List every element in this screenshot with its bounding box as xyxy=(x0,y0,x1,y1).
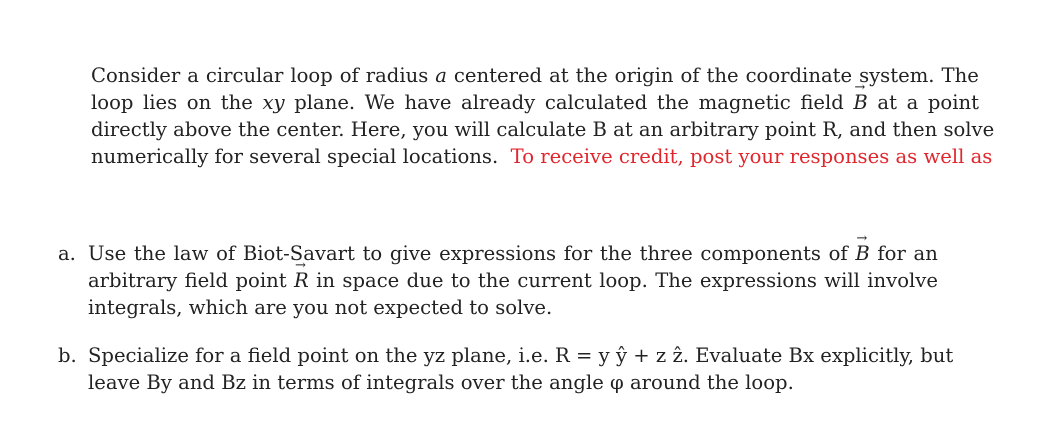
field-vector-B: B → xyxy=(855,240,869,267)
item-a-line-2: arbitrary field point R → in space due to the current loop. The expressions will involve xyxy=(88,267,938,294)
item-marker: a. xyxy=(58,242,76,265)
item-b-line-1: Specialize for a field point on the yz plane, i.e. R = y ŷ + z ẑ. Evaluate Bx explicitly, but xyxy=(88,344,954,367)
radius-symbol: a xyxy=(435,64,447,87)
list-item-b xyxy=(58,342,954,396)
intro-line-2: loop lies on the xy plane. We have already calculated the magnetic field B → at a point xyxy=(91,89,979,116)
credit-notice: To receive credit, post your responses as well as xyxy=(510,145,993,168)
item-marker: b. xyxy=(58,344,77,367)
item-a-line-1: Use the law of Biot-Savart to give expressions for the three components of B → for an xyxy=(88,240,938,267)
xy-symbol: xy xyxy=(262,91,285,114)
point-vector-R: R → xyxy=(294,267,309,294)
item-a-line-3: integrals, which are you not expected to solve. xyxy=(88,296,553,319)
intro-paragraph xyxy=(91,62,995,170)
list-item-a xyxy=(58,240,938,321)
intro-line-4: numerically for several special locations. To receive credit, post your responses as well as xyxy=(91,145,993,168)
intro-line-3: directly above the center. Here, you will calculate B at an arbitrary point R, and then solve xyxy=(91,118,995,141)
field-vector-B: B → xyxy=(853,89,867,116)
intro-line-1: Consider a circular loop of radius a centered at the origin of the coordinate system. The xyxy=(91,64,979,87)
item-b-line-2: leave By and Bz in terms of integrals over the angle φ around the loop. xyxy=(88,371,794,394)
